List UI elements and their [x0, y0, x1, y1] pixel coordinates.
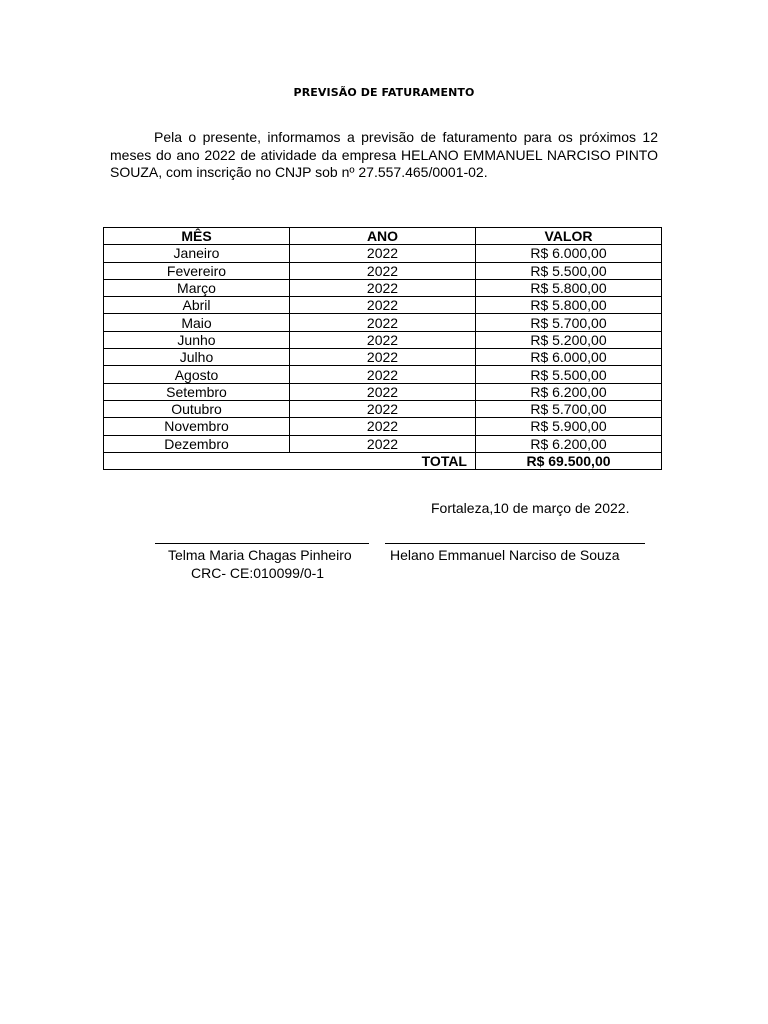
table-row	[104, 435, 662, 452]
table-row	[104, 349, 662, 366]
cell-year: 2022	[290, 366, 476, 383]
cell-year: 2022	[290, 297, 476, 314]
cell-value: R$ 5.900,00	[476, 418, 662, 435]
table-row	[104, 314, 662, 331]
cell-month: Julho	[104, 349, 290, 366]
cell-value: R$ 5.500,00	[476, 366, 662, 383]
cell-month: Dezembro	[104, 435, 290, 452]
cell-year: 2022	[290, 400, 476, 417]
cell-month: Março	[104, 279, 290, 296]
signature-line-left	[155, 543, 369, 544]
document-title: PREVISÃO DE FATURAMENTO	[293, 86, 475, 99]
table-row	[104, 383, 662, 400]
total-label: TOTAL	[104, 452, 476, 469]
revenue-table	[103, 227, 662, 470]
header-value: VALOR	[476, 228, 662, 245]
cell-year: 2022	[290, 383, 476, 400]
cell-year: 2022	[290, 262, 476, 279]
signer-left-registration: CRC- CE:010099/0-1	[191, 565, 325, 581]
table-row	[104, 245, 662, 262]
cell-year: 2022	[290, 349, 476, 366]
cell-value: R$ 5.800,00	[476, 297, 662, 314]
cell-month: Maio	[104, 314, 290, 331]
cell-year: 2022	[290, 435, 476, 452]
cell-value: R$ 5.800,00	[476, 279, 662, 296]
total-value: R$ 69.500,00	[476, 452, 662, 469]
place-date: Fortaleza,10 de março de 2022.	[431, 500, 630, 516]
cell-month: Fevereiro	[104, 262, 290, 279]
table-row	[104, 418, 662, 435]
cell-year: 2022	[290, 279, 476, 296]
table-row	[104, 400, 662, 417]
signer-right-name: Helano Emmanuel Narciso de Souza	[390, 547, 620, 563]
cell-year: 2022	[290, 418, 476, 435]
cell-year: 2022	[290, 331, 476, 348]
table-row	[104, 279, 662, 296]
total-row	[104, 452, 662, 469]
cell-value: R$ 5.700,00	[476, 400, 662, 417]
table-row	[104, 297, 662, 314]
cell-month: Janeiro	[104, 245, 290, 262]
cell-year: 2022	[290, 245, 476, 262]
table-row	[104, 331, 662, 348]
table-row	[104, 366, 662, 383]
table-row	[104, 262, 662, 279]
cell-value: R$ 6.200,00	[476, 383, 662, 400]
cell-month: Novembro	[104, 418, 290, 435]
cell-year: 2022	[290, 314, 476, 331]
table-header-row	[104, 228, 662, 245]
cell-value: R$ 6.200,00	[476, 435, 662, 452]
header-month: MÊS	[104, 228, 290, 245]
cell-value: R$ 5.200,00	[476, 331, 662, 348]
header-year: ANO	[290, 228, 476, 245]
intro-paragraph: Pela o presente, informamos a previsão de faturamento para os próximos 12 meses do ano 2022 de atividade da empresa HELANO EMMANUEL NARCISO PINTO SOUZA, com inscrição no CNJP sob nº 27.557.465/0001-02.	[110, 129, 658, 181]
cell-month: Agosto	[104, 366, 290, 383]
cell-value: R$ 6.000,00	[476, 349, 662, 366]
cell-value: R$ 5.700,00	[476, 314, 662, 331]
signature-line-right	[385, 543, 645, 544]
table-body	[104, 245, 662, 453]
signer-left-name: Telma Maria Chagas Pinheiro	[168, 547, 352, 563]
cell-value: R$ 5.500,00	[476, 262, 662, 279]
cell-month: Setembro	[104, 383, 290, 400]
cell-month: Outubro	[104, 400, 290, 417]
cell-month: Abril	[104, 297, 290, 314]
cell-value: R$ 6.000,00	[476, 245, 662, 262]
cell-month: Junho	[104, 331, 290, 348]
